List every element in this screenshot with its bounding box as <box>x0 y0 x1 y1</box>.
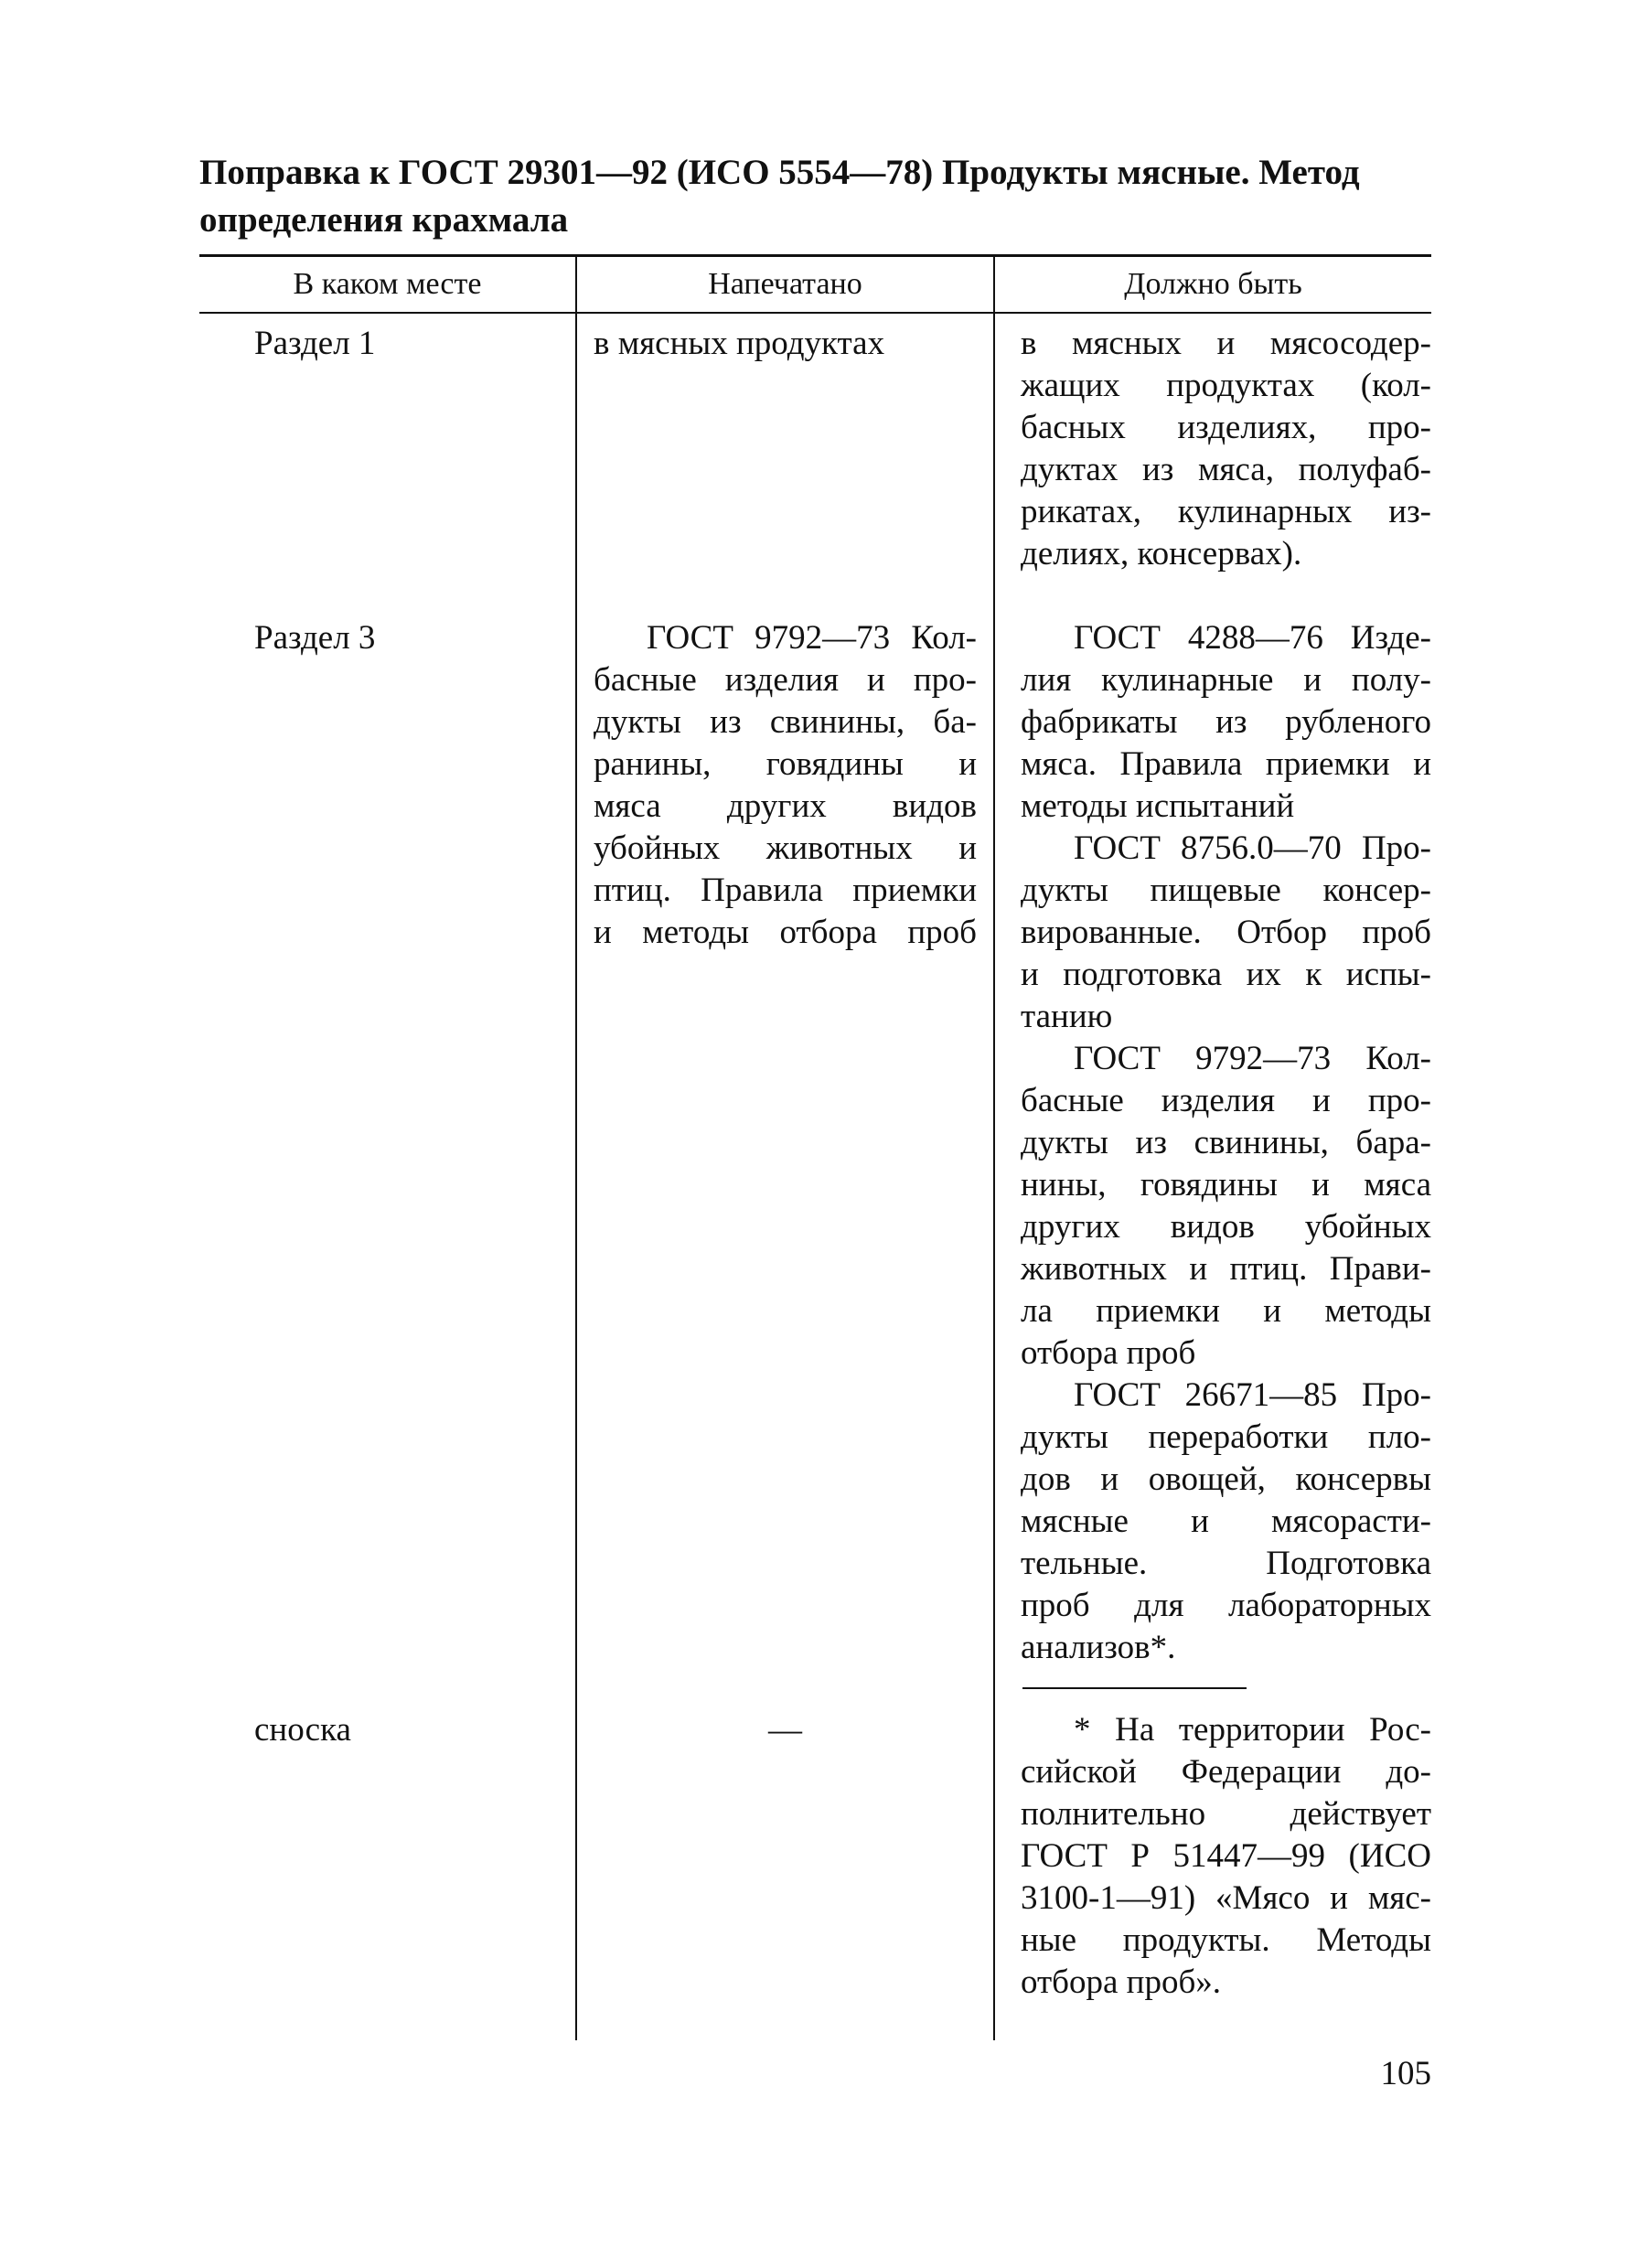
row2-printed-line: дукты из свинины, ба- <box>594 703 977 741</box>
row2-should-line: проб для лабораторных <box>1021 1587 1431 1624</box>
row2-should-line: животных и птиц. Прави- <box>1021 1250 1431 1288</box>
row2-should-line: тельные. Подготовка <box>1021 1545 1431 1582</box>
row2-place: Раздел 3 <box>254 619 376 657</box>
row1-should-be <box>994 313 1431 603</box>
row2-should-line: методы испытаний <box>1021 787 1295 825</box>
row2-should-line: нины, говядины и мяса <box>1021 1166 1431 1204</box>
row2-printed-line: ГОСТ 9792—73 Кол- <box>647 619 977 657</box>
row2-should-line: и подготовка их к испы- <box>1021 956 1431 993</box>
row2-should-line: ГОСТ 8756.0—70 Про- <box>1074 829 1431 867</box>
row1-should-line: в мясных и мясосодер- <box>1021 325 1431 362</box>
row3-place: сноска <box>254 1711 351 1749</box>
row1-should-line: жащих продуктах (кол- <box>1021 367 1431 404</box>
row2-printed-line: птиц. Правила приемки <box>594 872 977 909</box>
row3-should-be <box>994 1709 1431 2040</box>
row2-should-line: дукты пищевые консер- <box>1021 872 1431 909</box>
footnote-line: 3100-1—91) «Мясо и мяс- <box>1021 1879 1431 1917</box>
row2-should-line: вированные. Отбор проб <box>1021 914 1431 951</box>
document-title <box>199 149 1431 244</box>
table-row <box>199 603 1431 1709</box>
header-printed: Напечатано <box>576 256 994 314</box>
row2-should-line: ГОСТ 26671—85 Про- <box>1074 1376 1431 1414</box>
row2-should-line: фабрикаты из рубленого <box>1021 703 1431 741</box>
row1-printed-line: в мясных продуктах <box>594 325 885 362</box>
table-row <box>199 313 1431 603</box>
row2-printed-line: ранины, говядины и <box>594 745 977 783</box>
row2-should-line: танию <box>1021 998 1113 1035</box>
row2-printed-line: басные изделия и про- <box>594 661 977 699</box>
footnote-line: ГОСТ Р 51447—99 (ИСО <box>1021 1837 1431 1875</box>
row2-should-line: других видов убойных <box>1021 1208 1431 1246</box>
row1-should-line: басных изделиях, про- <box>1021 409 1431 446</box>
row2-should-line: дукты переработки пло- <box>1021 1418 1431 1456</box>
row2-should-line: отбора проб <box>1021 1334 1196 1372</box>
footnote-line: полнительно действует <box>1021 1795 1431 1833</box>
row2-should-line: дов и овощей, консервы <box>1021 1460 1431 1498</box>
row2-printed-line: и методы отбора проб <box>594 914 977 951</box>
footnote-line: * На территории Рос- <box>1074 1711 1431 1749</box>
title-line-2: определения крахмала <box>199 200 569 240</box>
row1-printed <box>576 313 994 603</box>
row2-should-be <box>994 603 1431 1709</box>
footnote-line: отбора проб». <box>1021 1963 1222 2001</box>
row2-should-line: басные изделия и про- <box>1021 1082 1431 1119</box>
table-row <box>199 1709 1431 2040</box>
row2-should-line: ГОСТ 4288—76 Изде- <box>1074 619 1431 657</box>
row2-should-line: ГОСТ 9792—73 Кол- <box>1074 1040 1431 1077</box>
row2-printed-line: убойных животных и <box>594 829 977 867</box>
row1-should-line: рикатах, кулинарных из- <box>1021 493 1431 530</box>
row2-should-line: анализов*. <box>1021 1629 1176 1666</box>
header-should-be: Должно быть <box>994 256 1431 314</box>
footnote-separator <box>1022 1687 1247 1689</box>
row2-should-line: мяса. Правила приемки и <box>1021 745 1431 783</box>
row3-printed: — <box>576 1709 994 2040</box>
page-number: 105 <box>1380 2055 1431 2092</box>
header-place: В каком месте <box>199 256 576 314</box>
table-header-row <box>199 256 1431 314</box>
row2-should-line: мясные и мясорасти- <box>1021 1503 1431 1540</box>
footnote-line: ные продукты. Методы <box>1021 1921 1431 1959</box>
row2-printed-line: мяса других видов <box>594 787 977 825</box>
row1-should-line: дуктах из мяса, полуфаб- <box>1021 451 1431 488</box>
row1-place: Раздел 1 <box>254 325 376 362</box>
row2-should-line: лия кулинарные и полу- <box>1021 661 1431 699</box>
corrections-table <box>199 254 1431 2040</box>
row1-should-line: делиях, консервах). <box>1021 535 1302 572</box>
title-line-1: Поправка к ГОСТ 29301—92 (ИСО 5554—78) Продукты мясные. Метод <box>199 153 1360 192</box>
row2-should-line: ла приемки и методы <box>1021 1292 1431 1330</box>
footnote-line: сийской Федерации до- <box>1021 1753 1431 1791</box>
row2-printed <box>576 603 994 1709</box>
row2-should-line: дукты из свинины, бара- <box>1021 1124 1431 1161</box>
